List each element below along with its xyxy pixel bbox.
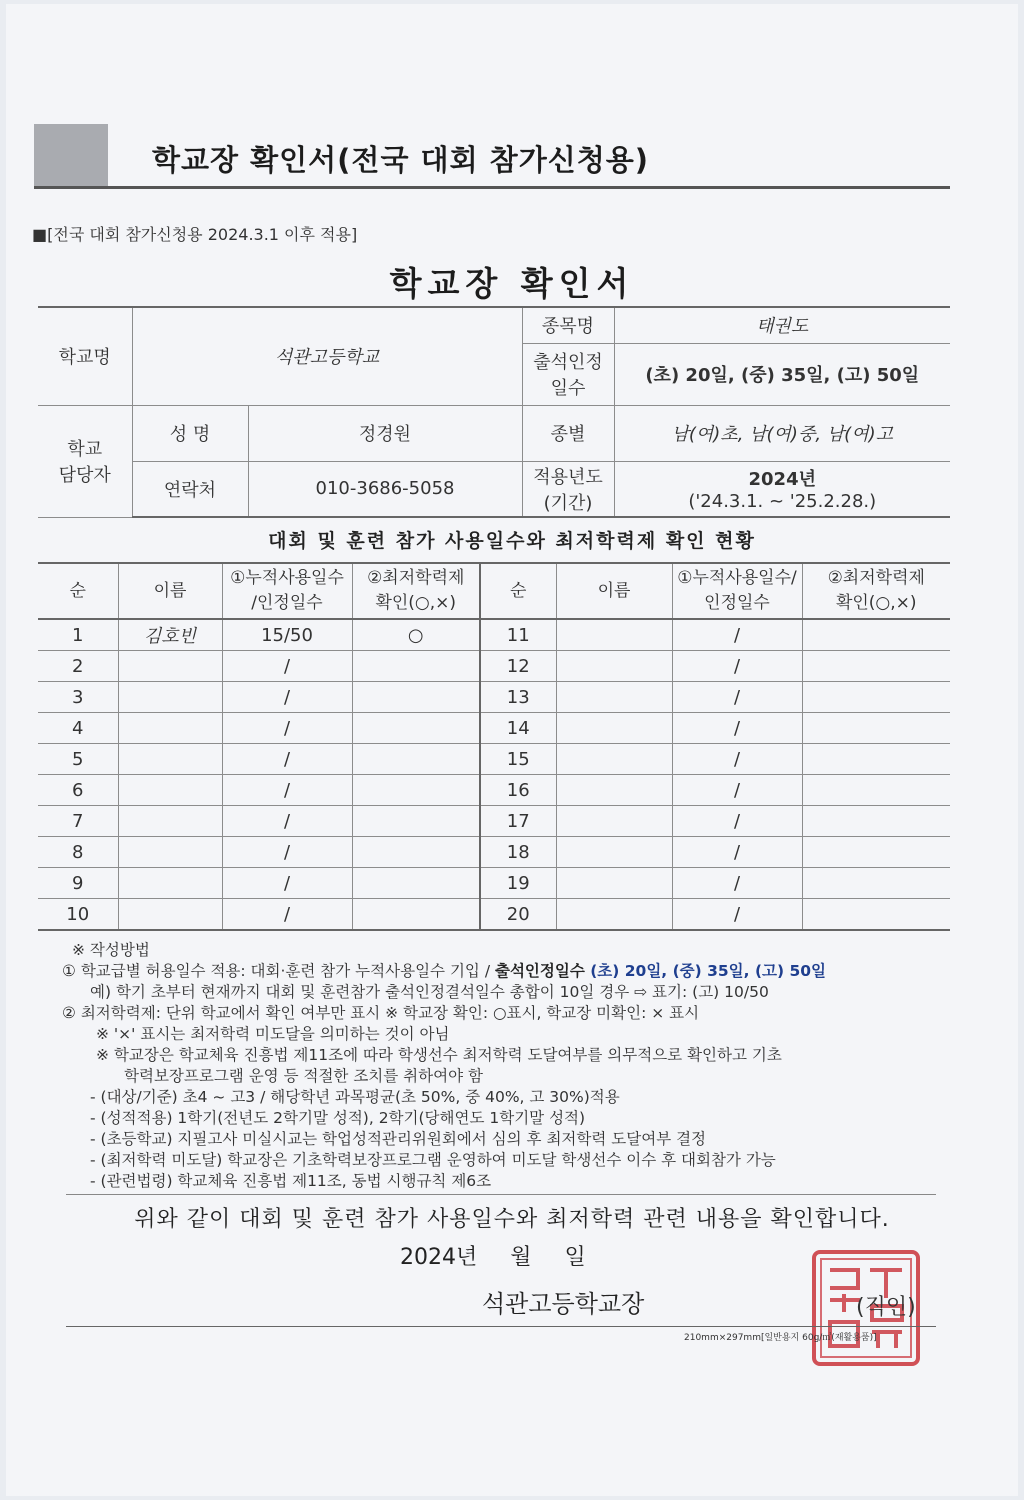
- instruction-item-1-bold: 출석인정일수: [494, 962, 585, 980]
- row-days: /: [222, 744, 352, 775]
- row-no: 2: [38, 651, 118, 682]
- table-row: [38, 682, 950, 713]
- header-min-right-line1: ②최저학력제: [827, 568, 925, 588]
- header-min-right: [802, 563, 950, 619]
- signing-date: 2024년 월 일: [400, 1245, 586, 1270]
- instruction-item-2: ② 최저학력제: 단위 학교에서 확인 여부만 표시 ※ 학교장 확인: ○표시, 학교장 미확인: × 표시: [62, 1004, 700, 1022]
- table-row: [38, 651, 950, 682]
- row-min: [352, 713, 480, 744]
- row-name-right: [556, 837, 672, 868]
- row-no-right: 15: [480, 744, 556, 775]
- row-no: 8: [38, 837, 118, 868]
- instruction-detail-4: - (최저학력 미도달) 학교장은 기초학력보장프로그램 운영하여 미도달 학생선수 이수 후 대회참가 가능: [90, 1151, 776, 1169]
- table-row: [38, 837, 950, 868]
- row-no-right: 16: [480, 775, 556, 806]
- table-row: [38, 713, 950, 744]
- banner-block: [34, 124, 108, 186]
- row-days: /: [222, 713, 352, 744]
- row-days: /: [222, 868, 352, 899]
- row-days: /: [222, 899, 352, 931]
- row-name: [118, 713, 222, 744]
- row-name-right: [556, 899, 672, 931]
- table-row: [38, 899, 950, 931]
- row-days-right: /: [672, 651, 802, 682]
- instruction-detail-3: - (초등학교) 지필고사 미실시교는 학업성적관리위원회에서 심의 후 최저학력 도달여부 결정: [90, 1130, 707, 1148]
- row-min-right: [802, 899, 950, 931]
- row-name: [118, 899, 222, 931]
- row-days: /: [222, 837, 352, 868]
- row-min: ○: [352, 619, 480, 651]
- row-min: [352, 837, 480, 868]
- attendance-label-line2: 일수: [550, 378, 586, 399]
- row-name-right: [556, 806, 672, 837]
- row-min-right: [802, 837, 950, 868]
- row-min-right: [802, 775, 950, 806]
- row-no-right: 12: [480, 651, 556, 682]
- instructions: [62, 940, 962, 1192]
- gender-value: 남(여)초, 남(여)중, 남(여)고: [614, 405, 950, 461]
- row-min: [352, 868, 480, 899]
- row-days-right: /: [672, 806, 802, 837]
- row-no: 5: [38, 744, 118, 775]
- year-label: [522, 461, 614, 517]
- attendance-label: [522, 343, 614, 405]
- row-min-right: [802, 619, 950, 651]
- row-no-right: 19: [480, 868, 556, 899]
- row-min: [352, 651, 480, 682]
- principal-signature: 석관고등학교장: [482, 1290, 645, 1318]
- period-value: ('24.3.1. ~ '25.2.28.): [688, 491, 877, 513]
- row-name: [118, 682, 222, 713]
- row-min-right: [802, 682, 950, 713]
- header-days-line2: /인정일수: [251, 593, 323, 613]
- participation-table: [38, 562, 950, 931]
- school-label: 학교명: [38, 307, 132, 405]
- row-no-right: 20: [480, 899, 556, 931]
- header-days-right: [672, 563, 802, 619]
- row-days-right: /: [672, 744, 802, 775]
- row-days-right: /: [672, 868, 802, 899]
- name-label: 성 명: [132, 405, 248, 461]
- attendance-value: (초) 20일, (중) 35일, (고) 50일: [614, 343, 950, 405]
- row-days-right: /: [672, 619, 802, 651]
- instruction-note-1: ※ '×' 표시는 최저학력 미도달을 의미하는 것이 아님: [96, 1025, 450, 1043]
- staff-label-line1: 학교: [67, 439, 103, 460]
- row-name-right: [556, 868, 672, 899]
- header-days: [222, 563, 352, 619]
- instruction-item-1-text: ① 학교급별 허용일수 적용: 대회·훈련 참가 누적사용일수 기입 /: [62, 962, 495, 980]
- table-row: [38, 775, 950, 806]
- instructions-heading: ※ 작성방법: [72, 941, 150, 959]
- row-name: 김호빈: [118, 619, 222, 651]
- header-days-line1: ①누적사용일수: [230, 568, 344, 588]
- row-name: [118, 744, 222, 775]
- row-no: 7: [38, 806, 118, 837]
- attendance-label-line1: 출석인정: [533, 352, 603, 373]
- year-label-line1: 적용년도: [533, 466, 603, 488]
- row-no-right: 17: [480, 806, 556, 837]
- instruction-detail-2: - (성적적용) 1학기(전년도 2학기말 성적), 2학기(당해연도 1학기말 성적): [90, 1109, 586, 1127]
- form-title: 학교장 확인서: [389, 264, 635, 303]
- row-min-right: [802, 651, 950, 682]
- header-days-right-line2: 인정일수: [704, 593, 770, 613]
- row-no-right: 13: [480, 682, 556, 713]
- header-name: 이름: [118, 563, 222, 619]
- row-min: [352, 744, 480, 775]
- row-name: [118, 868, 222, 899]
- row-min: [352, 775, 480, 806]
- row-min-right: [802, 806, 950, 837]
- row-no-right: 11: [480, 619, 556, 651]
- school-info-table: [38, 306, 950, 518]
- row-days: /: [222, 806, 352, 837]
- header-min-line2: 확인(○,×): [375, 593, 457, 613]
- school-value: 석관고등학교: [132, 307, 522, 405]
- row-name: [118, 775, 222, 806]
- header-name-right: 이름: [556, 563, 672, 619]
- row-name-right: [556, 775, 672, 806]
- paper-spec: 210mm×297mm[일반용지 60g/㎡(재활용품)]: [684, 1333, 877, 1343]
- staff-label-line2: 담당자: [58, 465, 111, 486]
- instruction-item-1-highlight: (초) 20일, (중) 35일, (고) 50일: [584, 962, 827, 980]
- header-no: 순: [38, 563, 118, 619]
- row-no-right: 18: [480, 837, 556, 868]
- instruction-item-1: [62, 961, 962, 982]
- row-min: [352, 682, 480, 713]
- row-days: /: [222, 775, 352, 806]
- row-name-right: [556, 682, 672, 713]
- staff-label: [38, 405, 132, 517]
- row-days-right: /: [672, 775, 802, 806]
- divider: [66, 1194, 936, 1195]
- seal-label: (직인): [856, 1295, 916, 1320]
- header-min-right-line2: 확인(○,×): [835, 593, 917, 613]
- section-title: 대회 및 훈련 참가 사용일수와 최저학력제 확인 현황: [268, 530, 756, 552]
- instruction-detail-1: - (대상/기준) 초4 ~ 고3 / 해당학년 과목평균(초 50%, 중 40%, 고 30%)적용: [90, 1088, 620, 1106]
- gender-label: 종별: [522, 405, 614, 461]
- row-name-right: [556, 713, 672, 744]
- year-value: 2024년: [748, 469, 816, 491]
- table-row: [38, 744, 950, 775]
- header-no-right: 순: [480, 563, 556, 619]
- row-min-right: [802, 744, 950, 775]
- header-min: [352, 563, 480, 619]
- instruction-note-2-cont: 학력보장프로그램 운영 등 적절한 조치를 취하여야 함: [124, 1067, 483, 1085]
- row-min: [352, 806, 480, 837]
- year-value-cell: [614, 461, 950, 517]
- row-days: /: [222, 651, 352, 682]
- row-no: 9: [38, 868, 118, 899]
- table-row: [38, 868, 950, 899]
- row-name: [118, 806, 222, 837]
- row-no: 4: [38, 713, 118, 744]
- row-days-right: /: [672, 713, 802, 744]
- row-name-right: [556, 619, 672, 651]
- row-no: 3: [38, 682, 118, 713]
- bottom-divider: [66, 1326, 936, 1327]
- row-days: 15/50: [222, 619, 352, 651]
- instruction-note-2: ※ 학교장은 학교체육 진흥법 제11조에 따라 학생선수 최저학력 도달여부를 의무적으로 확인하고 기초: [96, 1046, 782, 1064]
- row-days-right: /: [672, 837, 802, 868]
- instruction-example: 예) 학기 초부터 현재까지 대회 및 훈련참가 출석인정결석일수 총합이 10일 경우 ⇨ 표기: (고) 10/50: [90, 983, 769, 1001]
- row-min-right: [802, 713, 950, 744]
- row-no: 10: [38, 899, 118, 931]
- year-label-line2: (기간): [543, 492, 593, 514]
- row-name: [118, 837, 222, 868]
- row-days: /: [222, 682, 352, 713]
- contact-label: 연락처: [132, 461, 248, 517]
- row-no-right: 14: [480, 713, 556, 744]
- row-no: 1: [38, 619, 118, 651]
- header-min-line1: ②최저학력제: [367, 568, 465, 588]
- name-value: 정경원: [248, 405, 522, 461]
- confirmation-statement: 위와 같이 대회 및 훈련 참가 사용일수와 최저학력 관련 내용을 확인합니다.: [134, 1207, 890, 1232]
- header-days-right-line1: ①누적사용일수/: [677, 568, 797, 588]
- event-label: 종목명: [522, 307, 614, 343]
- contact-value: 010-3686-5058: [248, 461, 522, 517]
- row-no: 6: [38, 775, 118, 806]
- row-min: [352, 899, 480, 931]
- row-min-right: [802, 868, 950, 899]
- row-name: [118, 651, 222, 682]
- applicability-note: ■[전국 대회 참가신청용 2024.3.1 이후 적용]: [32, 225, 358, 244]
- banner-divider: [34, 186, 950, 189]
- instruction-detail-5: - (관련법령) 학교체육 진흥법 제11조, 동법 시행규칙 제6조: [90, 1172, 492, 1190]
- table-row: [38, 806, 950, 837]
- banner-title: 학교장 확인서(전국 대회 참가신청용): [152, 143, 650, 177]
- row-name-right: [556, 744, 672, 775]
- row-name-right: [556, 651, 672, 682]
- row-days-right: /: [672, 682, 802, 713]
- table-row: [38, 619, 950, 651]
- event-value: 태권도: [614, 307, 950, 343]
- row-days-right: /: [672, 899, 802, 931]
- header-banner: [34, 124, 950, 190]
